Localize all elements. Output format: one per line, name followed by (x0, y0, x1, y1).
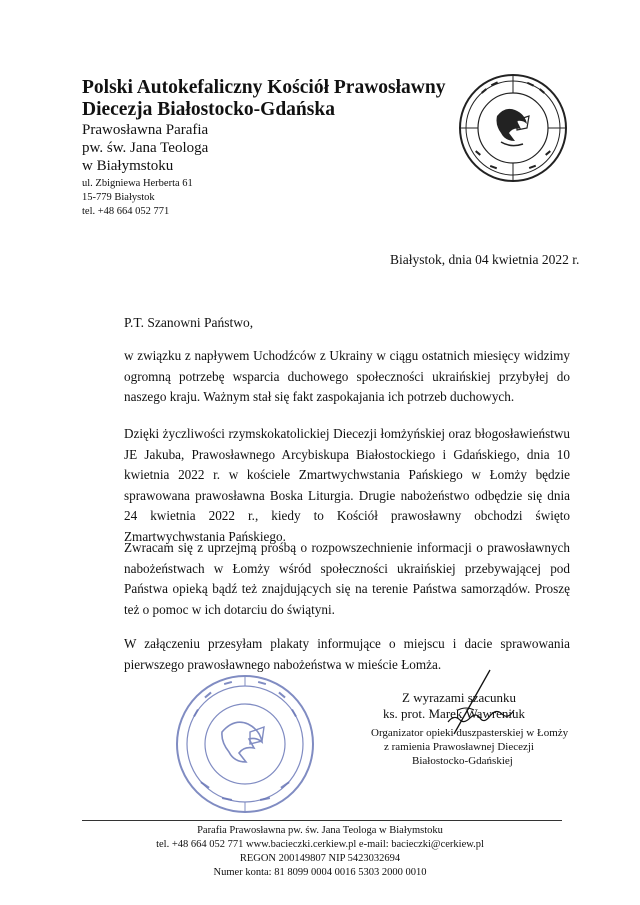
role-line-2: z ramienia Prawosławnej Diecezji (384, 741, 534, 753)
closing-phrase: Z wyrazami szacunku (402, 690, 517, 705)
parish-name: Prawosławna Parafia (82, 122, 209, 138)
street-address: ul. Zbigniewa Herberta 61 (82, 178, 193, 189)
role-line-1: Organizator opieki duszpasterskiej w Łomży (371, 727, 569, 739)
signatory-name: ks. prot. Marek Wawreniuk (383, 706, 526, 721)
paragraph-4: W załączeniu przesyłam plakaty informujące o miejscu i dacie sprawowania pierwszego prawosławnego nabożeństwa w mieście Łomża. (124, 636, 570, 672)
footer-contact: tel. +48 664 052 771 www.bacieczki.cerkiew.pl e-mail: bacieczki@cerkiew.pl (156, 839, 484, 850)
parish-dedication: pw. św. Jana Teologa (82, 140, 209, 156)
postal-city: 15-779 Białystok (82, 192, 155, 203)
phone-number: tel. +48 664 052 771 (82, 206, 170, 217)
organization-name: Polski Autokefaliczny Kościół Prawosławny (82, 77, 446, 98)
salutation: P.T. Szanowni Państwo, (124, 315, 254, 330)
footer-parish: Parafia Prawosławna pw. św. Jana Teologa w Białymstoku (197, 825, 443, 836)
diocese-name: Diecezja Białostocko-Gdańska (82, 99, 335, 120)
footer-divider (82, 820, 562, 821)
paragraph-2: Dzięki życzliwości rzymskokatolickiej Diecezji łomżyńskiej oraz błogosławieństwu JE Jakuba, Prawosławnego Arcybiskupa Białostockiego i Gdańskiego, dnia 10 kwietnia 2022 r. w kościele Zmartwychwstania Pańskiego w Łomży będzie sprawowana prawosławna Boska Liturgia. Drugie nabożeństwo odbędzie się dnia 24 kwietnia 2022 r., kiedy to Kościół prawosławny obchodzi święto Zmartwychwstania Pańskiego. (124, 426, 570, 544)
diocese-seal (457, 72, 569, 184)
footer-regon-nip: REGON 200149807 NIP 5423032694 (239, 853, 401, 864)
role-line-3: Białostocko-Gdańskiej (412, 755, 513, 767)
letter-date: Białystok, dnia 04 kwietnia 2022 r. (390, 252, 580, 267)
parish-city: w Białymstoku (82, 158, 174, 174)
paragraph-1: w związku z napływem Uchodźców z Ukrainy w ciągu ostatnich miesięcy widzimy ogromną potrzebę wsparcia duchowego społeczności ukraińskiej przybyłej do naszego kraju. Ważnym stał się fakt zaspokajania ich potrzeb duchowych. (124, 348, 570, 404)
parish-stamp (170, 672, 320, 817)
paragraph-3: Zwracam się z uprzejmą prośbą o rozpowszechnienie informacji o prawosławnych nabożeństwach w Łomży wśród społeczności ukraińskiej przebywającej pod Państwa opieką bądź też znajdujących się na terenie Państwa samorządów. Proszę też o pomoc w ich dotarciu do świątyni. (124, 540, 570, 617)
footer-account: Numer konta: 81 8099 0004 0016 5303 2000 0010 (213, 867, 427, 878)
